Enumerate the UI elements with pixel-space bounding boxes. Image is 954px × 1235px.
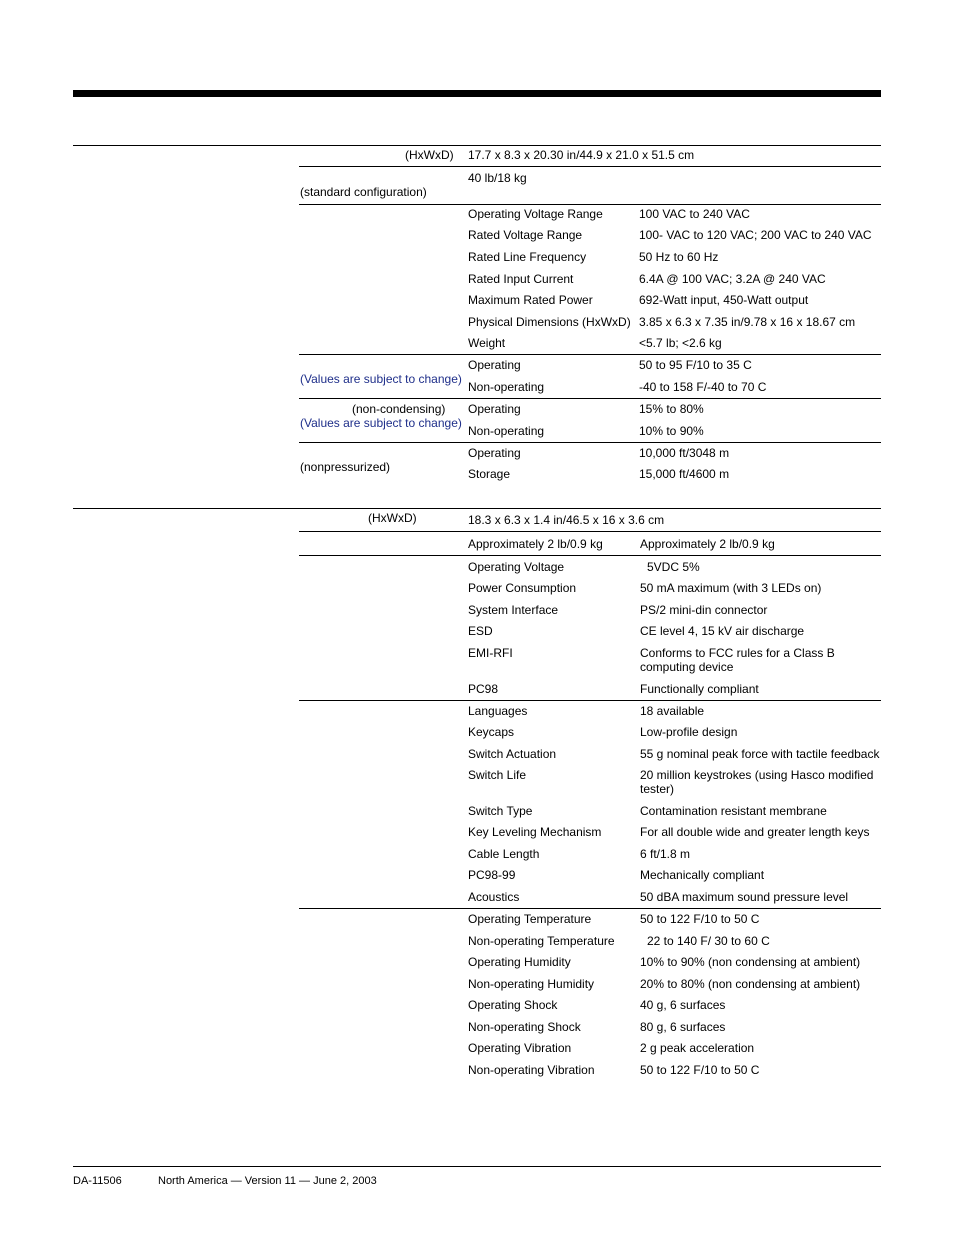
s1-weight-label: (standard configuration) — [300, 185, 427, 199]
spec-name: Rated Line Frequency — [468, 250, 587, 264]
row-divider — [299, 908, 881, 909]
s2-dimensions-value: 18.3 x 6.3 x 1.4 in/46.5 x 16 x 3.6 cm — [468, 513, 665, 527]
spec-name: Switch Type — [468, 804, 533, 818]
spec-value: 50 to 122 F/10 to 50 C — [640, 1063, 760, 1077]
spec-value: 50 to 122 F/10 to 50 C — [640, 912, 760, 926]
spec-name: PC98 — [468, 682, 499, 696]
row-divider — [299, 555, 881, 556]
row-divider — [299, 204, 881, 205]
spec-value: 6 ft/1.8 m — [640, 847, 691, 861]
section1-top-rule — [73, 145, 881, 146]
spec-name: Non-operating Temperature — [468, 934, 615, 948]
spec-name: Keycaps — [468, 725, 515, 739]
spec-value: Mechanically compliant — [640, 868, 765, 882]
spec-value: 50 Hz to 60 Hz — [639, 250, 719, 264]
footer-edition: North America — Version 11 — June 2, 2003 — [158, 1175, 377, 1187]
spec-value: 100 VAC to 240 VAC — [639, 207, 750, 221]
spec-name: Operating Temperature — [468, 912, 592, 926]
spec-value: 10,000 ft/3048 m — [639, 446, 730, 460]
spec-name: Maximum Rated Power — [468, 293, 593, 307]
row-divider — [299, 166, 881, 167]
spec-value: 15,000 ft/4600 m — [639, 467, 730, 481]
spec-name: Operating Voltage Range — [468, 207, 603, 221]
spec-value-cont: tester) — [640, 782, 675, 796]
spec-name: Weight — [468, 336, 506, 350]
spec-value: 6.4A @ 100 VAC; 3.2A @ 240 VAC — [639, 272, 826, 286]
spec-name: Languages — [468, 704, 528, 718]
s1-dimensions-value: 17.7 x 8.3 x 20.30 in/44.9 x 21.0 x 51.5 cm — [468, 148, 695, 162]
spec-value: Low-profile design — [640, 725, 738, 739]
spec-value: Contamination resistant membrane — [640, 804, 827, 818]
spec-value: 40 g, 6 surfaces — [640, 998, 726, 1012]
s2-weight-name: Approximately 2 lb/0.9 kg — [468, 537, 603, 551]
spec-value: 50 dBA maximum sound pressure level — [640, 890, 849, 904]
s1-weight-value: 40 lb/18 kg — [468, 171, 527, 185]
spec-name: Acoustics — [468, 890, 520, 904]
spec-name: Rated Voltage Range — [468, 228, 583, 242]
spec-name: Non-operating Humidity — [468, 977, 595, 991]
spec-value: CE level 4, 15 kV air discharge — [640, 624, 805, 638]
header-rule — [73, 90, 881, 97]
spec-value: 692-Watt input, 450-Watt output — [639, 293, 809, 307]
footer-doc-id: DA-11506 — [73, 1175, 122, 1187]
spec-name: ESD — [468, 624, 493, 638]
change-note: (Values are subject to change) — [300, 372, 462, 386]
spec-value: 80 g, 6 surfaces — [640, 1020, 726, 1034]
spec-name: Key Leveling Mechanism — [468, 825, 602, 839]
change-note: (Values are subject to change) — [300, 416, 462, 430]
footer-rule — [73, 1166, 881, 1167]
spec-value: 3.85 x 6.3 x 7.35 in/9.78 x 16 x 18.67 cm — [639, 315, 856, 329]
spec-name: Cable Length — [468, 847, 540, 861]
row-divider — [299, 531, 881, 532]
spec-value: 10% to 90% — [639, 424, 704, 438]
spec-name: Rated Input Current — [468, 272, 574, 286]
humidity-label: (non-condensing) — [352, 402, 446, 416]
spec-value: PS/2 mini-din connector — [640, 603, 768, 617]
altitude-label: (nonpressurized) — [300, 460, 391, 474]
spec-value: 5VDC 5% — [647, 560, 700, 574]
spec-value: 15% to 80% — [639, 402, 704, 416]
spec-name: Power Consumption — [468, 581, 577, 595]
spec-value: 2 g peak acceleration — [640, 1041, 755, 1055]
spec-name: Operating — [468, 402, 521, 416]
spec-name: Switch Life — [468, 768, 527, 782]
row-divider — [299, 442, 881, 443]
spec-name: Operating Shock — [468, 998, 558, 1012]
spec-name: Operating Voltage — [468, 560, 565, 574]
spec-name: EMI-RFI — [468, 646, 513, 660]
row-divider — [299, 354, 881, 355]
spec-name: Non-operating — [468, 380, 545, 394]
spec-value: 55 g nominal peak force with tactile feedback — [640, 747, 880, 761]
spec-name: Operating — [468, 446, 521, 460]
row-divider — [299, 398, 881, 399]
spec-value: 50 mA maximum (with 3 LEDs on) — [640, 581, 822, 595]
spec-name: Non-operating Vibration — [468, 1063, 595, 1077]
spec-name: Operating Humidity — [468, 955, 571, 969]
spec-value: 18 available — [640, 704, 705, 718]
spec-value: Conforms to FCC rules for a Class B — [640, 646, 835, 660]
spec-value: 20% to 80% (non condensing at ambient) — [640, 977, 861, 991]
spec-value: 50 to 95 F/10 to 35 C — [639, 358, 752, 372]
s2-dimensions-label: (HxWxD) — [368, 511, 417, 525]
spec-value: -40 to 158 F/-40 to 70 C — [639, 380, 767, 394]
spec-value: <5.7 lb; <2.6 kg — [639, 336, 722, 350]
spec-name: Operating Vibration — [468, 1041, 572, 1055]
spec-name: Operating — [468, 358, 521, 372]
spec-name: Non-operating Shock — [468, 1020, 581, 1034]
spec-value: Functionally compliant — [640, 682, 759, 696]
spec-value: 100- VAC to 120 VAC; 200 VAC to 240 VAC — [639, 228, 872, 242]
s2-weight-value: Approximately 2 lb/0.9 kg — [640, 537, 775, 551]
s1-dimensions-label: (HxWxD) — [405, 148, 454, 162]
spec-name: Physical Dimensions (HxWxD) — [468, 315, 631, 329]
spec-name: Storage — [468, 467, 511, 481]
spec-value-cont: computing device — [640, 660, 734, 674]
spec-name: Switch Actuation — [468, 747, 557, 761]
spec-value: 20 million keystrokes (using Hasco modified — [640, 768, 874, 782]
row-divider — [299, 700, 881, 701]
spec-name: System Interface — [468, 603, 559, 617]
spec-value: 10% to 90% (non condensing at ambient) — [640, 955, 861, 969]
spec-value: 22 to 140 F/ 30 to 60 C — [647, 934, 770, 948]
spec-name: Non-operating — [468, 424, 545, 438]
spec-value: For all double wide and greater length keys — [640, 825, 870, 839]
section2-top-rule — [73, 508, 881, 509]
spec-name: PC98-99 — [468, 868, 516, 882]
